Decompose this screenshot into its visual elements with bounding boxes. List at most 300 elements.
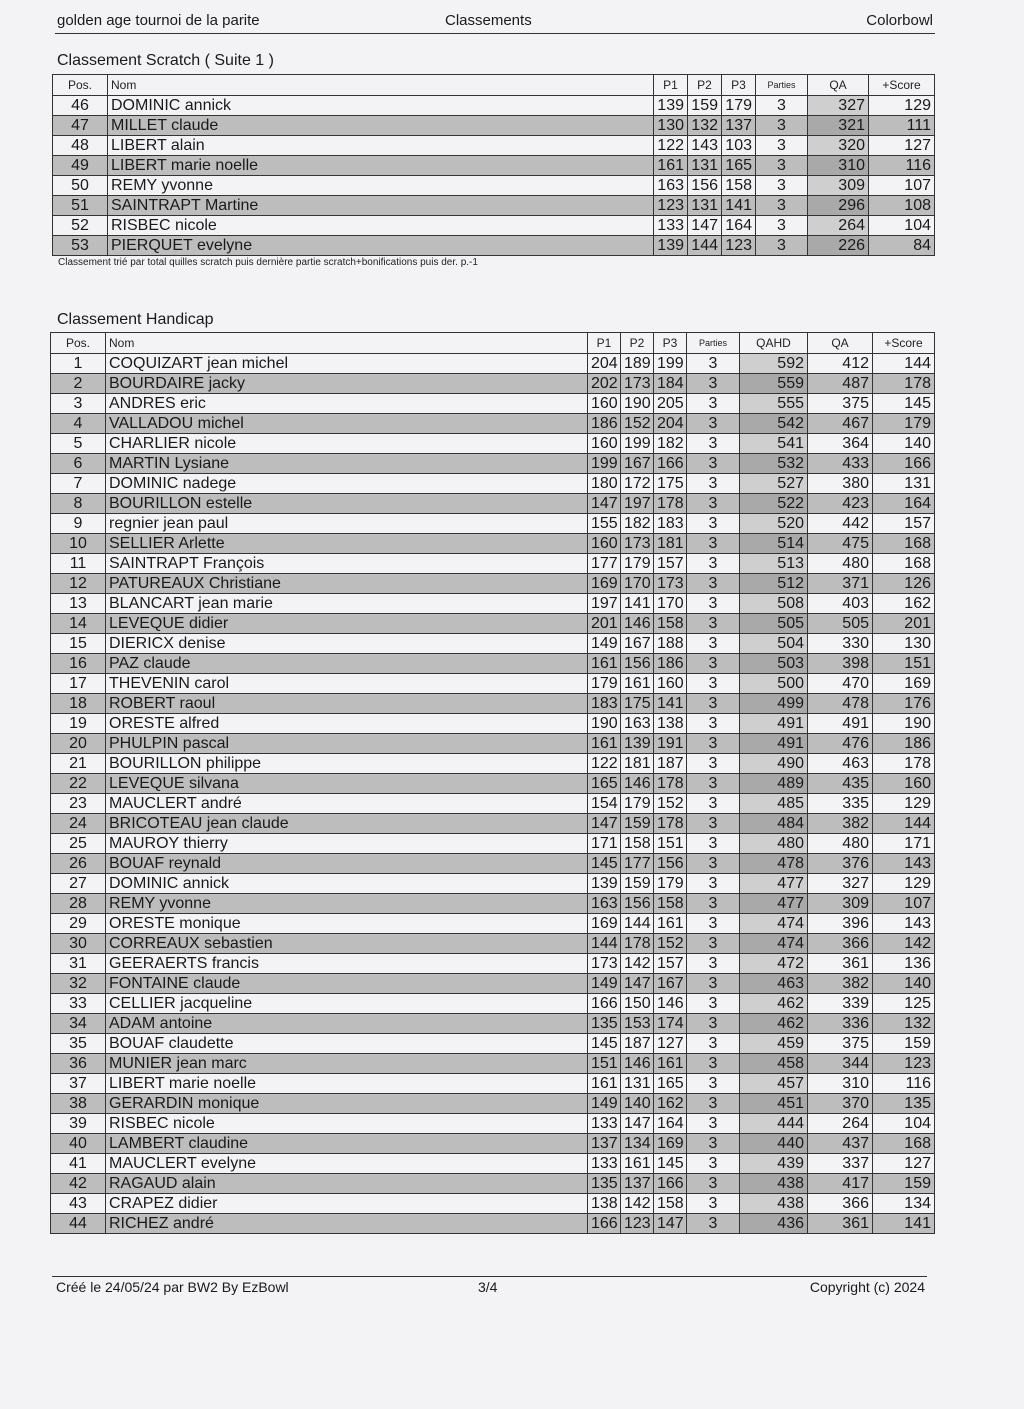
table-row (51, 614, 935, 634)
cell-parties: 3 (687, 614, 740, 634)
cell-qa: 505 (808, 614, 873, 634)
cell-qa: 375 (808, 394, 873, 414)
cell-qa: 475 (808, 534, 873, 554)
cell-qa: 309 (808, 176, 869, 196)
cell-qa: 442 (808, 514, 873, 534)
cell-p2: 123 (621, 1214, 654, 1234)
table-row (51, 794, 935, 814)
cell-nom: LEVEQUE silvana (106, 774, 588, 794)
cell-nom: BRICOTEAU jean claude (106, 814, 588, 834)
cell-p1: 151 (588, 1054, 621, 1074)
cell-p2: 142 (621, 1194, 654, 1214)
cell-qahd: 462 (740, 1014, 808, 1034)
table-row (51, 954, 935, 974)
cell-score: 157 (873, 514, 935, 534)
table-row (51, 1014, 935, 1034)
cell-qa: 371 (808, 574, 873, 594)
cell-pos: 39 (51, 1114, 106, 1134)
cell-pos: 47 (53, 116, 108, 136)
cell-parties: 3 (687, 1134, 740, 1154)
cell-qa: 309 (808, 894, 873, 914)
cell-p2: 131 (621, 1074, 654, 1094)
cell-pos: 52 (53, 216, 108, 236)
cell-qa: 264 (808, 216, 869, 236)
cell-score: 129 (873, 874, 935, 894)
cell-p3: 169 (654, 1134, 687, 1154)
cell-pos: 31 (51, 954, 106, 974)
cell-pos: 27 (51, 874, 106, 894)
cell-p1: 149 (588, 974, 621, 994)
cell-nom: RICHEZ andré (106, 1214, 588, 1234)
col-p1-header: P1 (588, 333, 621, 354)
cell-pos: 2 (51, 374, 106, 394)
cell-pos: 4 (51, 414, 106, 434)
table-row (51, 934, 935, 954)
cell-score: 134 (873, 1194, 935, 1214)
cell-p2: 181 (621, 754, 654, 774)
cell-p2: 187 (621, 1034, 654, 1054)
cell-p1: 161 (588, 1074, 621, 1094)
table-row (53, 216, 935, 236)
cell-qa: 417 (808, 1174, 873, 1194)
cell-p1: 163 (588, 894, 621, 914)
cell-nom: MARTIN Lysiane (106, 454, 588, 474)
cell-pos: 35 (51, 1034, 106, 1054)
cell-nom: GERARDIN monique (106, 1094, 588, 1114)
cell-p2: 143 (688, 136, 722, 156)
cell-qahd: 438 (740, 1174, 808, 1194)
cell-qahd: 478 (740, 854, 808, 874)
cell-qa: 320 (808, 136, 869, 156)
cell-pos: 50 (53, 176, 108, 196)
cell-p1: 123 (654, 196, 688, 216)
col-p1-header: P1 (654, 75, 688, 96)
cell-p1: 183 (588, 694, 621, 714)
table-row (51, 874, 935, 894)
table-row (53, 96, 935, 116)
cell-qahd: 491 (740, 714, 808, 734)
cell-score: 159 (873, 1174, 935, 1194)
cell-score: 151 (873, 654, 935, 674)
cell-qahd: 500 (740, 674, 808, 694)
cell-nom: CHARLIER nicole (106, 434, 588, 454)
cell-parties: 3 (687, 494, 740, 514)
cell-p3: 162 (654, 1094, 687, 1114)
cell-p1: 204 (588, 354, 621, 374)
cell-p3: 127 (654, 1034, 687, 1054)
cell-p1: 137 (588, 1134, 621, 1154)
cell-qa: 480 (808, 834, 873, 854)
cell-score: 131 (873, 474, 935, 494)
cell-parties: 3 (687, 454, 740, 474)
cell-score: 140 (873, 974, 935, 994)
cell-p3: 156 (654, 854, 687, 874)
cell-qa: 463 (808, 754, 873, 774)
cell-nom: THEVENIN carol (106, 674, 588, 694)
cell-pos: 22 (51, 774, 106, 794)
cell-p2: 189 (621, 354, 654, 374)
cell-pos: 20 (51, 734, 106, 754)
cell-parties: 3 (687, 1094, 740, 1114)
cell-p1: 166 (588, 994, 621, 1014)
cell-score: 132 (873, 1014, 935, 1034)
table-row (51, 1074, 935, 1094)
cell-qa: 375 (808, 1034, 873, 1054)
cell-p3: 178 (654, 774, 687, 794)
cell-score: 129 (869, 96, 935, 116)
cell-parties: 3 (687, 1154, 740, 1174)
cell-p1: 199 (588, 454, 621, 474)
cell-p3: 158 (654, 614, 687, 634)
cell-qa: 361 (808, 954, 873, 974)
cell-p1: 139 (588, 874, 621, 894)
cell-nom: REMY yvonne (108, 176, 654, 196)
cell-parties: 3 (756, 96, 808, 116)
cell-qahd: 457 (740, 1074, 808, 1094)
cell-p1: 138 (588, 1194, 621, 1214)
cell-nom: SAINTRAPT Martine (108, 196, 654, 216)
cell-p1: 169 (588, 574, 621, 594)
cell-score: 129 (873, 794, 935, 814)
cell-p2: 142 (621, 954, 654, 974)
cell-score: 140 (873, 434, 935, 454)
cell-qahd: 505 (740, 614, 808, 634)
cell-parties: 3 (756, 156, 808, 176)
cell-score: 111 (869, 116, 935, 136)
cell-p3: 166 (654, 1174, 687, 1194)
cell-p1: 133 (654, 216, 688, 236)
cell-nom: BOURDAIRE jacky (106, 374, 588, 394)
cell-nom: CRAPEZ didier (106, 1194, 588, 1214)
cell-pos: 18 (51, 694, 106, 714)
cell-qa: 403 (808, 594, 873, 614)
cell-parties: 3 (687, 474, 740, 494)
cell-p3: 161 (654, 914, 687, 934)
cell-p2: 144 (621, 914, 654, 934)
cell-p2: 179 (621, 554, 654, 574)
cell-p2: 147 (621, 974, 654, 994)
cell-qa: 264 (808, 1114, 873, 1134)
cell-score: 176 (873, 694, 935, 714)
cell-nom: LIBERT marie noelle (108, 156, 654, 176)
cell-score: 145 (873, 394, 935, 414)
cell-nom: MAUROY thierry (106, 834, 588, 854)
cell-pos: 37 (51, 1074, 106, 1094)
cell-p2: 147 (688, 216, 722, 236)
cell-nom: BOURILLON philippe (106, 754, 588, 774)
cell-qahd: 522 (740, 494, 808, 514)
cell-p1: 160 (588, 394, 621, 414)
cell-p1: 165 (588, 774, 621, 794)
cell-pos: 16 (51, 654, 106, 674)
cell-p3: 152 (654, 794, 687, 814)
cell-score: 178 (873, 374, 935, 394)
cell-qahd: 514 (740, 534, 808, 554)
cell-qahd: 489 (740, 774, 808, 794)
cell-p2: 167 (621, 634, 654, 654)
cell-p2: 163 (621, 714, 654, 734)
cell-score: 141 (873, 1214, 935, 1234)
cell-qa: 435 (808, 774, 873, 794)
cell-p3: 146 (654, 994, 687, 1014)
cell-p1: 173 (588, 954, 621, 974)
cell-p2: 173 (621, 374, 654, 394)
cell-score: 136 (873, 954, 935, 974)
cell-qahd: 480 (740, 834, 808, 854)
table-row (51, 454, 935, 474)
cell-parties: 3 (687, 714, 740, 734)
cell-pos: 3 (51, 394, 106, 414)
cell-p2: 150 (621, 994, 654, 1014)
cell-qa: 310 (808, 156, 869, 176)
cell-p1: 149 (588, 634, 621, 654)
cell-qa: 423 (808, 494, 873, 514)
cell-parties: 3 (687, 1034, 740, 1054)
cell-pos: 5 (51, 434, 106, 454)
table-row (51, 374, 935, 394)
cell-p2: 147 (621, 1114, 654, 1134)
cell-nom: PATUREAUX Christiane (106, 574, 588, 594)
cell-p1: 122 (588, 754, 621, 774)
cell-qahd: 542 (740, 414, 808, 434)
cell-p3: 137 (722, 116, 756, 136)
cell-parties: 3 (687, 1054, 740, 1074)
cell-pos: 46 (53, 96, 108, 116)
cell-score: 144 (873, 814, 935, 834)
table-row (51, 854, 935, 874)
header-section-name: Classements (445, 12, 532, 29)
cell-score: 116 (869, 156, 935, 176)
cell-score: 127 (873, 1154, 935, 1174)
table-row (51, 414, 935, 434)
cell-pos: 11 (51, 554, 106, 574)
cell-parties: 3 (687, 374, 740, 394)
cell-p2: 152 (621, 414, 654, 434)
header-tournament-name: golden age tournoi de la parite (57, 12, 260, 29)
cell-qa: 480 (808, 554, 873, 574)
cell-p2: 161 (621, 674, 654, 694)
cell-qahd: 541 (740, 434, 808, 454)
cell-nom: GEERAERTS francis (106, 954, 588, 974)
cell-score: 178 (873, 754, 935, 774)
cell-pos: 30 (51, 934, 106, 954)
cell-qahd: 472 (740, 954, 808, 974)
cell-score: 179 (873, 414, 935, 434)
cell-p3: 147 (654, 1214, 687, 1234)
cell-p3: 204 (654, 414, 687, 434)
page-header (55, 11, 935, 34)
cell-parties: 3 (687, 514, 740, 534)
cell-pos: 15 (51, 634, 106, 654)
table-row (51, 734, 935, 754)
cell-score: 130 (873, 634, 935, 654)
cell-parties: 3 (756, 196, 808, 216)
cell-qahd: 477 (740, 874, 808, 894)
cell-nom: PHULPIN pascal (106, 734, 588, 754)
cell-p3: 179 (654, 874, 687, 894)
cell-p3: 175 (654, 474, 687, 494)
col-score-header: +Score (873, 333, 935, 354)
cell-p1: 166 (588, 1214, 621, 1234)
cell-qahd: 513 (740, 554, 808, 574)
cell-p3: 141 (722, 196, 756, 216)
cell-p3: 173 (654, 574, 687, 594)
cell-qa: 380 (808, 474, 873, 494)
cell-score: 135 (873, 1094, 935, 1114)
cell-nom: DOMINIC annick (108, 96, 654, 116)
cell-nom: BLANCART jean marie (106, 594, 588, 614)
cell-p3: 145 (654, 1154, 687, 1174)
cell-p2: 146 (621, 774, 654, 794)
cell-pos: 12 (51, 574, 106, 594)
cell-pos: 23 (51, 794, 106, 814)
cell-score: 125 (873, 994, 935, 1014)
cell-p3: 141 (654, 694, 687, 714)
cell-p3: 174 (654, 1014, 687, 1034)
table-row (51, 554, 935, 574)
cell-score: 168 (873, 554, 935, 574)
cell-score: 126 (873, 574, 935, 594)
cell-parties: 3 (687, 1214, 740, 1234)
cell-p1: 133 (588, 1154, 621, 1174)
cell-nom: BOURILLON estelle (106, 494, 588, 514)
cell-pos: 8 (51, 494, 106, 514)
col-p3-header: P3 (654, 333, 687, 354)
cell-pos: 28 (51, 894, 106, 914)
cell-parties: 3 (687, 934, 740, 954)
cell-parties: 3 (687, 594, 740, 614)
cell-score: 123 (873, 1054, 935, 1074)
cell-p2: 159 (621, 874, 654, 894)
cell-parties: 3 (687, 834, 740, 854)
cell-pos: 33 (51, 994, 106, 1014)
cell-parties: 3 (687, 914, 740, 934)
table-row (51, 634, 935, 654)
cell-p3: 186 (654, 654, 687, 674)
cell-p3: 205 (654, 394, 687, 414)
cell-p2: 197 (621, 494, 654, 514)
cell-qahd: 499 (740, 694, 808, 714)
cell-p3: 164 (654, 1114, 687, 1134)
table-row (51, 674, 935, 694)
col-p3-header: P3 (722, 75, 756, 96)
cell-score: 162 (873, 594, 935, 614)
cell-p2: 178 (621, 934, 654, 954)
handicap-table (50, 332, 935, 1234)
header-venue-name: Colorbowl (866, 12, 933, 29)
cell-p3: 165 (722, 156, 756, 176)
cell-score: 186 (873, 734, 935, 754)
cell-p2: 156 (621, 894, 654, 914)
cell-parties: 3 (687, 794, 740, 814)
cell-parties: 3 (687, 414, 740, 434)
cell-p2: 134 (621, 1134, 654, 1154)
cell-qahd: 485 (740, 794, 808, 814)
cell-qahd: 451 (740, 1094, 808, 1114)
cell-p3: 160 (654, 674, 687, 694)
cell-nom: RISBEC nicole (108, 216, 654, 236)
col-qa-header: QA (808, 75, 869, 96)
table-row (51, 774, 935, 794)
cell-p3: 179 (722, 96, 756, 116)
cell-qa: 330 (808, 634, 873, 654)
cell-parties: 3 (756, 176, 808, 196)
cell-parties: 3 (687, 634, 740, 654)
cell-qa: 370 (808, 1094, 873, 1114)
cell-p2: 159 (621, 814, 654, 834)
cell-p1: 177 (588, 554, 621, 574)
cell-p1: 190 (588, 714, 621, 734)
cell-p1: 201 (588, 614, 621, 634)
cell-qahd: 462 (740, 994, 808, 1014)
table-row (51, 574, 935, 594)
cell-p3: 157 (654, 554, 687, 574)
cell-p1: 135 (588, 1014, 621, 1034)
cell-qahd: 436 (740, 1214, 808, 1234)
cell-p2: 179 (621, 794, 654, 814)
scratch-table (52, 74, 935, 256)
cell-p3: 138 (654, 714, 687, 734)
cell-pos: 14 (51, 614, 106, 634)
cell-nom: regnier jean paul (106, 514, 588, 534)
cell-p1: 130 (654, 116, 688, 136)
handicap-header-row (51, 333, 935, 354)
cell-p3: 167 (654, 974, 687, 994)
table-row (51, 914, 935, 934)
cell-qahd: 484 (740, 814, 808, 834)
col-score-header: +Score (869, 75, 935, 96)
col-qahd-header: QAHD (740, 333, 808, 354)
cell-p3: 178 (654, 494, 687, 514)
col-nom-header: Nom (106, 333, 588, 354)
cell-score: 169 (873, 674, 935, 694)
cell-parties: 3 (687, 1074, 740, 1094)
cell-pos: 9 (51, 514, 106, 534)
cell-p1: 155 (588, 514, 621, 534)
col-parties-header: Parties (756, 75, 808, 96)
cell-nom: BOUAF reynald (106, 854, 588, 874)
page-footer (52, 1276, 927, 1299)
scratch-title: Classement Scratch ( Suite 1 ) (57, 52, 274, 69)
col-nom-header: Nom (108, 75, 654, 96)
scratch-footnote: Classement trié par total quilles scratch puis dernière partie scratch+bonifications puis der. p.-1 (58, 257, 478, 268)
cell-pos: 6 (51, 454, 106, 474)
cell-p1: 122 (654, 136, 688, 156)
cell-score: 159 (873, 1034, 935, 1054)
cell-pos: 17 (51, 674, 106, 694)
cell-pos: 7 (51, 474, 106, 494)
table-row (53, 176, 935, 196)
cell-qa: 376 (808, 854, 873, 874)
cell-score: 164 (873, 494, 935, 514)
cell-nom: SELLIER Arlette (106, 534, 588, 554)
cell-pos: 38 (51, 1094, 106, 1114)
table-row (51, 754, 935, 774)
cell-p2: 137 (621, 1174, 654, 1194)
cell-p1: 180 (588, 474, 621, 494)
cell-score: 171 (873, 834, 935, 854)
table-row (53, 116, 935, 136)
cell-pos: 44 (51, 1214, 106, 1234)
cell-score: 201 (873, 614, 935, 634)
cell-nom: ADAM antoine (106, 1014, 588, 1034)
cell-parties: 3 (687, 674, 740, 694)
cell-qa: 344 (808, 1054, 873, 1074)
cell-p1: 147 (588, 814, 621, 834)
cell-nom: DOMINIC nadege (106, 474, 588, 494)
table-row (53, 236, 935, 256)
cell-p3: 199 (654, 354, 687, 374)
